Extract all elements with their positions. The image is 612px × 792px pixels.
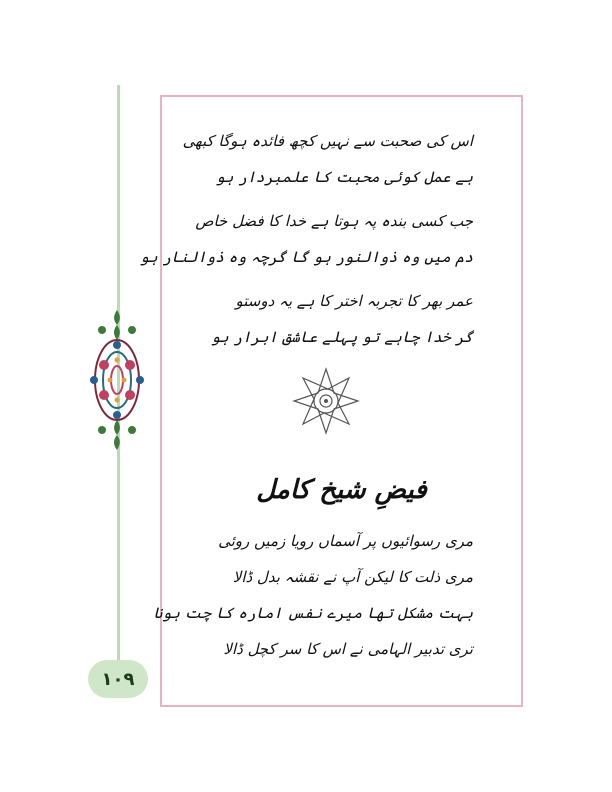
section-line-2: مری ذلت کا لیکن آپ نے نقشہ بدل ڈالا [232, 568, 473, 586]
section-line-1: مری رسوائیوں پر آسماں رویا زمیں روئی [218, 532, 473, 550]
section-line-4: تری تدبیر الہامی نے اس کا سر کچل ڈالا [223, 640, 473, 658]
eight-point-star-icon [290, 365, 362, 437]
section-line-3: بہت مشکل تھا میرے نفس امارہ کا چت ہونا [153, 604, 473, 622]
stanza-1-line-2: بے عمل کوئی محبت کا علمبردار ہو [215, 168, 473, 186]
section-heading: فیضِ شیخ کامل [256, 475, 427, 505]
stanza-3-line-1: عمر بھر کا تجربہ اختر کا ہے یہ دوستو [235, 292, 473, 310]
stanza-2-line-1: جب کسی بندہ پہ ہوتا ہے خدا کا فضل خاص [195, 212, 473, 230]
floral-medallion-icon [82, 305, 152, 455]
stanza-3-line-2: گر خدا چاہے تو پہلے عاشق ابرار ہو [211, 328, 473, 346]
page-number: ۱۰۹ [88, 660, 148, 698]
stanza-1-line-1: اس کی صحبت سے نہیں کچھ فائدہ ہوگا کبھی [182, 132, 473, 150]
stanza-2-line-2: دم میں وہ ذوالنور ہو گا گرچہ وہ ذوالنار ہو [140, 248, 473, 266]
